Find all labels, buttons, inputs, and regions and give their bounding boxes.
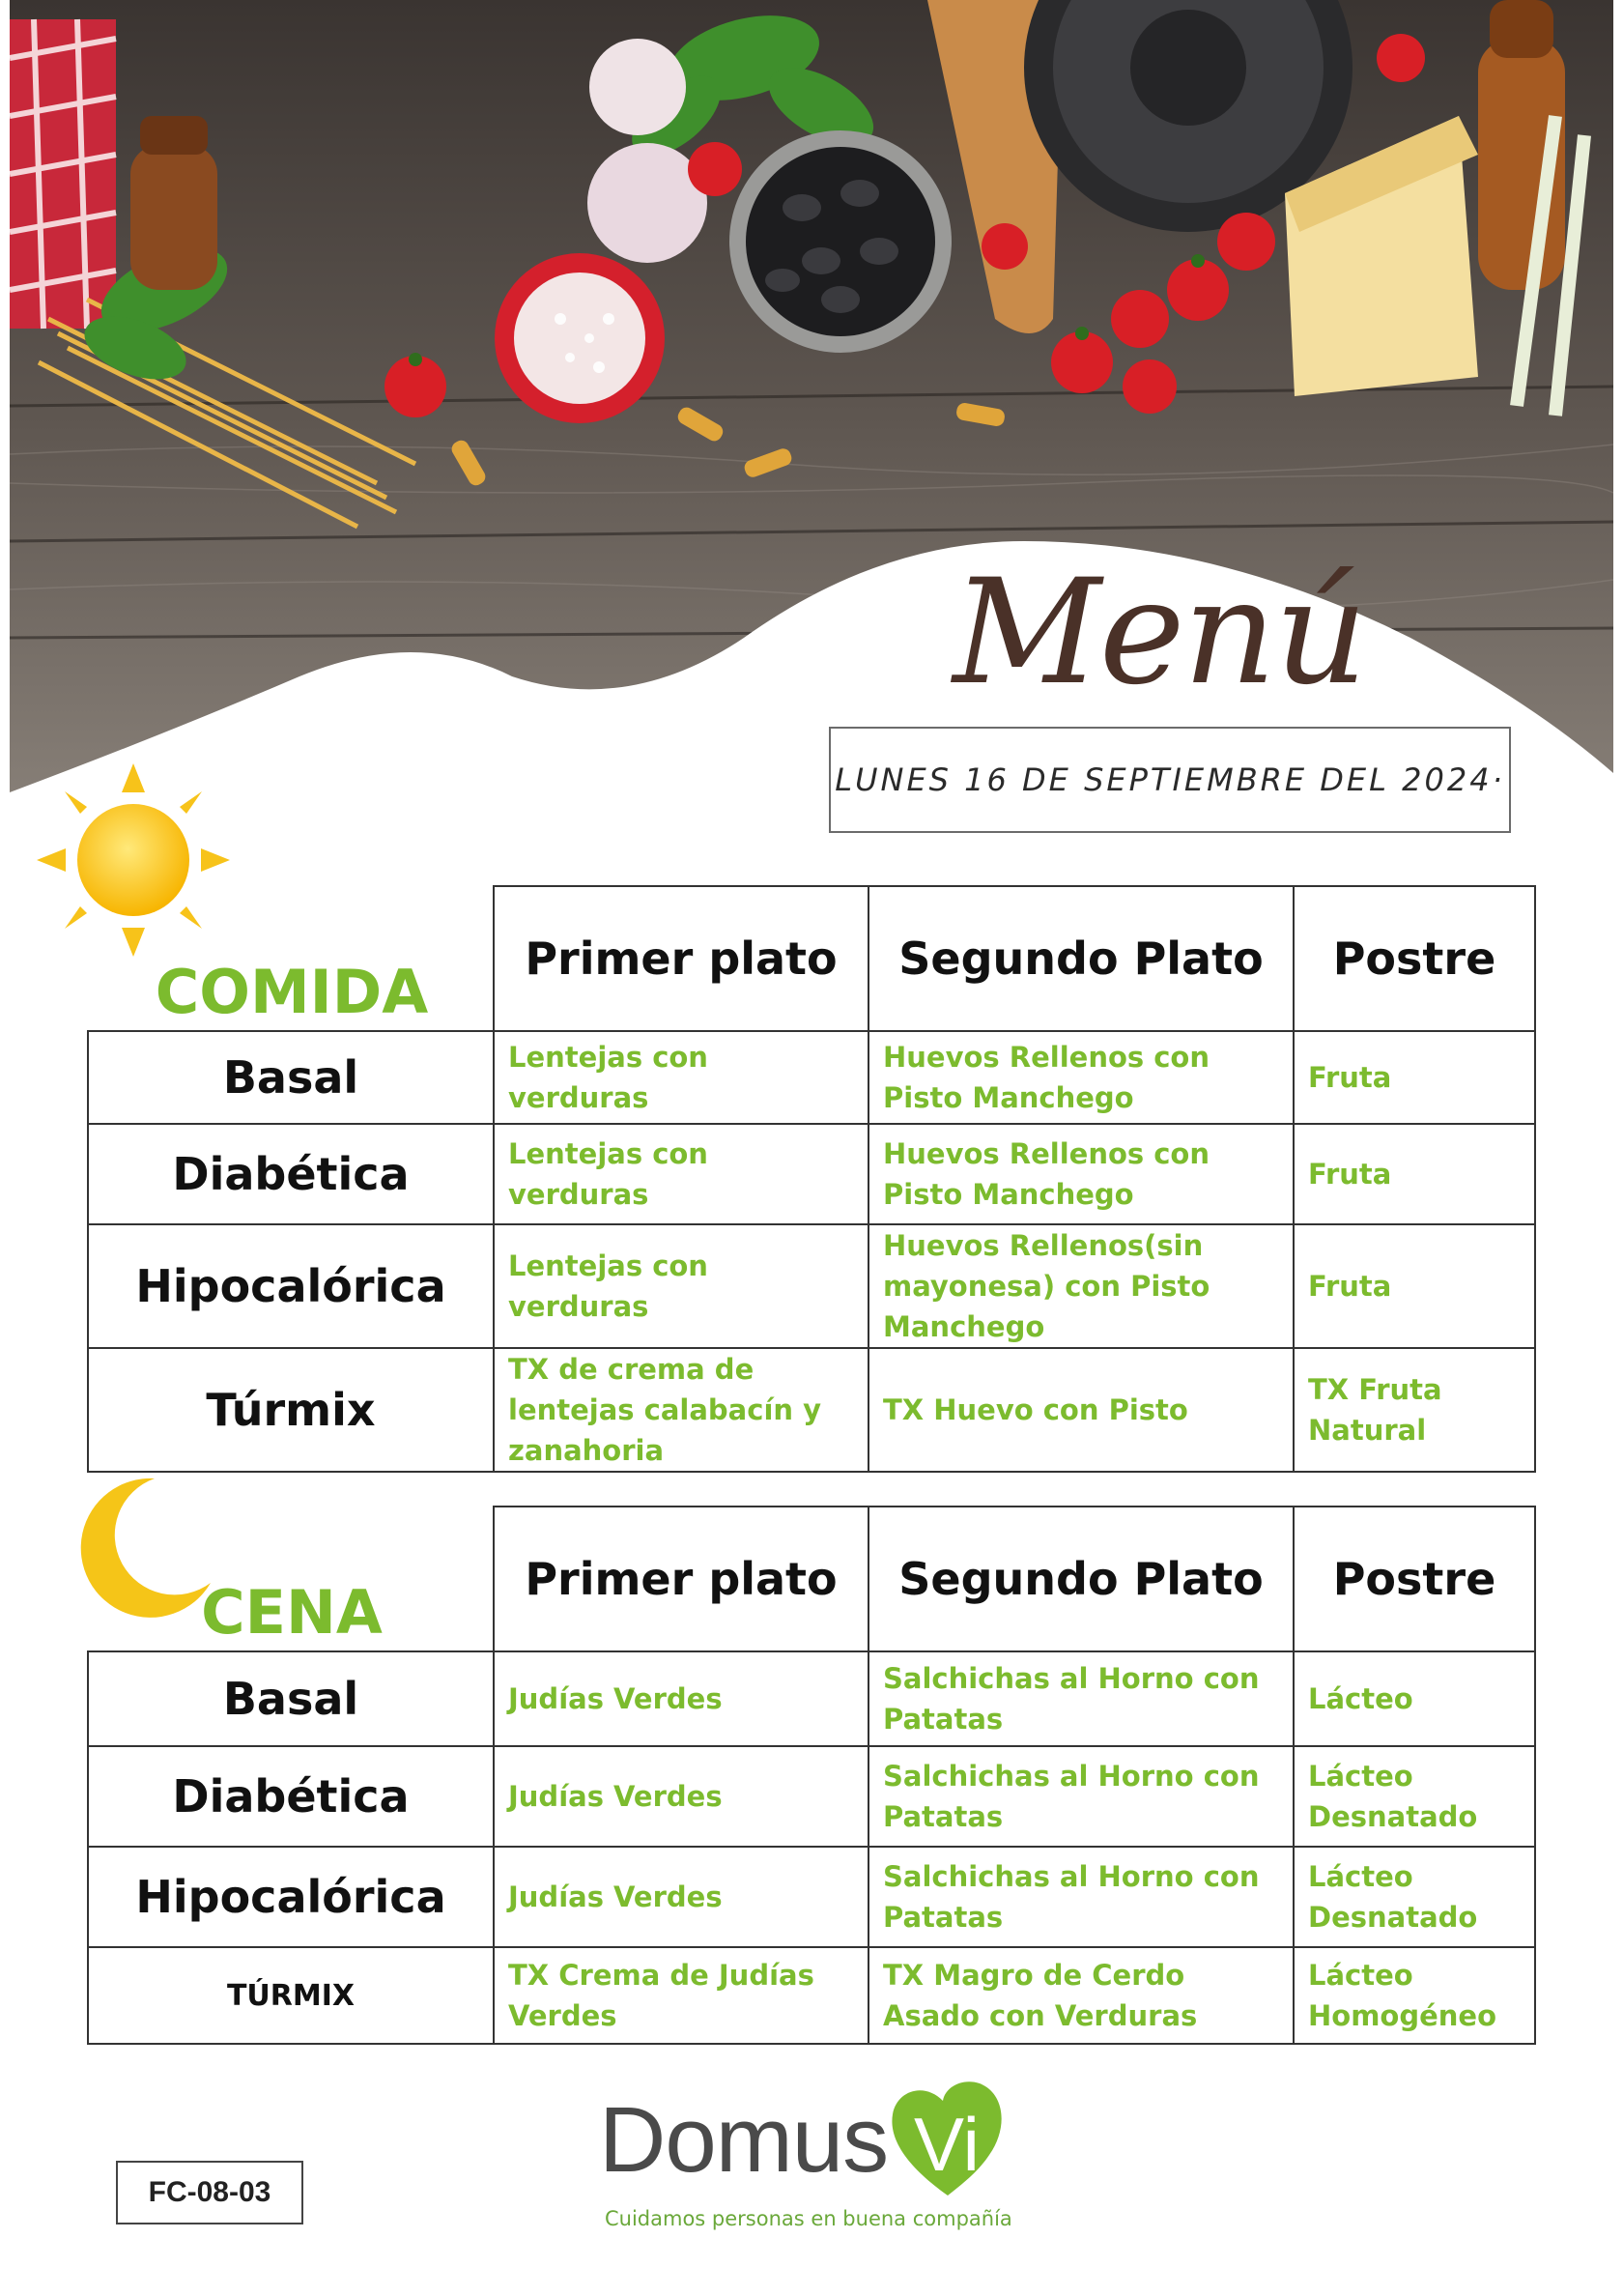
dessert: TX Fruta Natural <box>1294 1348 1535 1472</box>
table-row <box>88 1124 1535 1224</box>
diet-label: Hipocalórica <box>88 1847 494 1947</box>
logo-wordmark: Domus <box>599 2088 889 2192</box>
table-row <box>88 1947 1535 2044</box>
table-row <box>88 1348 1535 1472</box>
menu-date: LUNES 16 DE SEPTIEMBRE DEL 2024· <box>829 727 1511 833</box>
diet-label: Diabética <box>88 1746 494 1847</box>
dessert: Fruta <box>1294 1224 1535 1348</box>
second-course: Salchichas al Horno con Patatas <box>868 1746 1294 1847</box>
first-course: Lentejas con verduras <box>494 1224 868 1348</box>
second-course: TX Huevo con Pisto <box>868 1348 1294 1472</box>
first-course: Lentejas con verduras <box>494 1031 868 1124</box>
dessert: Lácteo Desnatado <box>1294 1847 1535 1947</box>
dessert: Fruta <box>1294 1031 1535 1124</box>
first-course: Judías Verdes <box>494 1746 868 1847</box>
column-header-second: Segundo Plato <box>868 1507 1294 1651</box>
lunch-label: COMIDA <box>155 957 429 1027</box>
diet-label: TÚRMIX <box>88 1947 494 2044</box>
diet-label: Diabética <box>88 1124 494 1224</box>
lunch-menu-table <box>87 885 1536 1473</box>
column-header-first: Primer plato <box>494 1507 868 1651</box>
second-course: Huevos Rellenos con Pisto Manchego <box>868 1124 1294 1224</box>
diet-label: Basal <box>88 1031 494 1124</box>
menu-title: Menú <box>953 549 1366 717</box>
dessert: Fruta <box>1294 1124 1535 1224</box>
logo-suffix: Vi <box>914 2102 980 2187</box>
table-row <box>88 1746 1535 1847</box>
dinner-label: CENA <box>201 1577 383 1648</box>
dessert: Lácteo Desnatado <box>1294 1746 1535 1847</box>
table-row <box>88 1031 1535 1124</box>
heart-icon <box>885 2078 1011 2203</box>
first-course: Judías Verdes <box>494 1651 868 1746</box>
dinner-menu-table <box>87 1506 1536 2045</box>
table-corner <box>88 1507 494 1651</box>
column-header-dessert: Postre <box>1294 1507 1535 1651</box>
table-row <box>88 1224 1535 1348</box>
diet-label: Hipocalórica <box>88 1224 494 1348</box>
domusvi-logo <box>599 2078 1043 2242</box>
dessert: Lácteo Homogéneo <box>1294 1947 1535 2044</box>
column-header-dessert: Postre <box>1294 886 1535 1031</box>
diet-label: Basal <box>88 1651 494 1746</box>
table-row <box>88 1651 1535 1746</box>
dessert: Lácteo <box>1294 1651 1535 1746</box>
first-course: TX Crema de Judías Verdes <box>494 1947 868 2044</box>
column-header-second: Segundo Plato <box>868 886 1294 1031</box>
first-course: Lentejas con verduras <box>494 1124 868 1224</box>
logo-tagline: Cuidamos personas en buena compañía <box>605 2207 1012 2230</box>
first-course: TX de crema de lentejas calabacín y zanahoria <box>494 1348 868 1472</box>
second-course: Salchichas al Horno con Patatas <box>868 1651 1294 1746</box>
table-corner <box>88 886 494 1031</box>
column-header-first: Primer plato <box>494 886 868 1031</box>
document-code: FC-08-03 <box>116 2161 303 2224</box>
second-course: Huevos Rellenos con Pisto Manchego <box>868 1031 1294 1124</box>
diet-label: Túrmix <box>88 1348 494 1472</box>
second-course: Salchichas al Horno con Patatas <box>868 1847 1294 1947</box>
first-course: Judías Verdes <box>494 1847 868 1947</box>
second-course: Huevos Rellenos(sin mayonesa) con Pisto Manchego <box>868 1224 1294 1348</box>
table-row <box>88 1847 1535 1947</box>
food-banner-image <box>10 0 1613 831</box>
second-course: TX Magro de Cerdo Asado con Verduras <box>868 1947 1294 2044</box>
